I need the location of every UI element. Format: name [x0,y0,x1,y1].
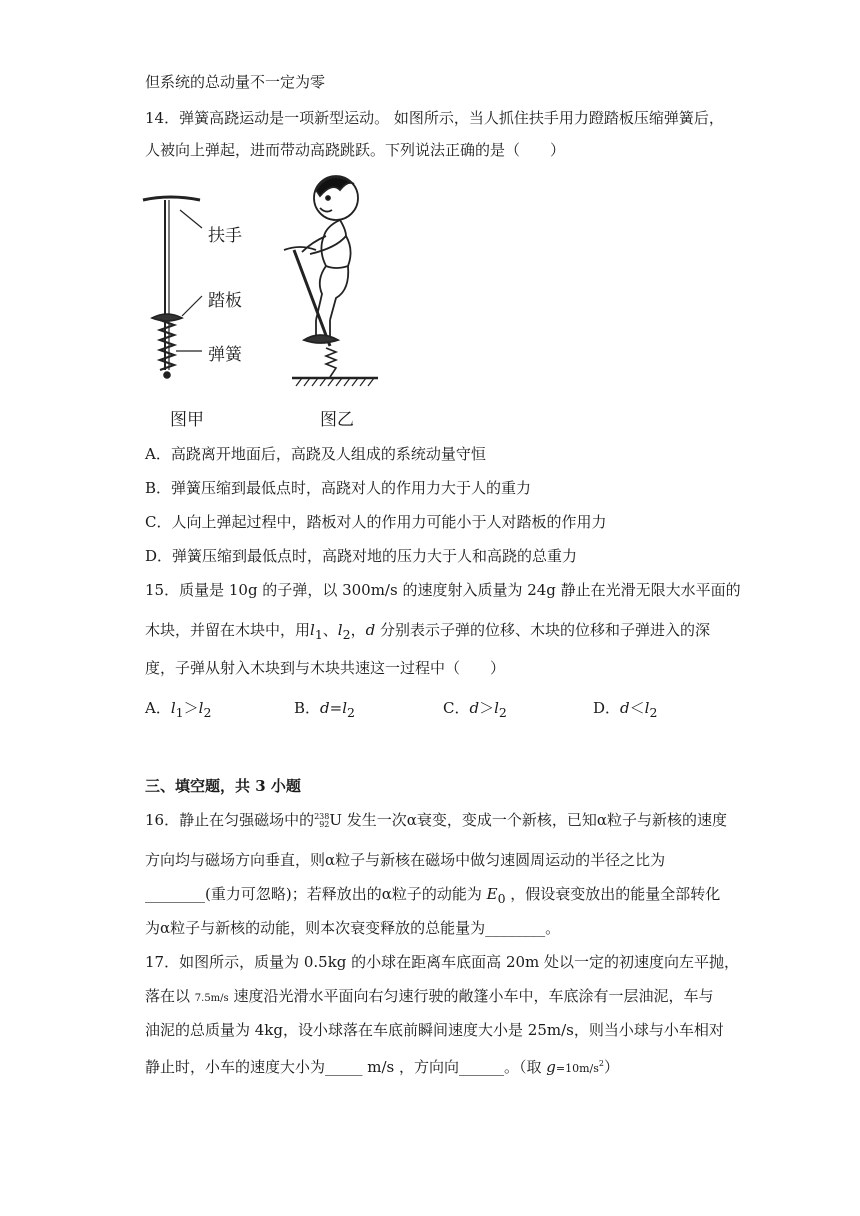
caption-figure-b: 图乙 [320,410,354,430]
q15-option-a: A．$l_1>l_2$ [145,699,212,720]
uranium-isotope-notation: 238 92 [314,812,330,829]
section-heading: 三、填空题，共 3 小题 [145,777,301,795]
q17-stem-line3: 油泥的总质量为 4kg，设小球落在车底前瞬间速度大小是 25m/s，则当小球与小车相对 [145,1021,724,1039]
q15-stem-line1: 15．质量是 10g 的子弹，以 300m/s 的速度射入质量为 24g 静止在光滑无限大水平面的 [145,581,741,599]
q17-stem-line4: 静止时，小车的速度大小为_____ m/s ，方向向______。（取 $g=10m/s^2$） [145,1058,620,1076]
label-pedal: 踏板 [208,291,242,311]
q16-stem-line1: 16．静止在匀强磁场中的 238 92 U 发生一次α衰变，变成一个新核，已知α粒子与新核的速度 [145,811,728,829]
q13-continuation: 但系统的总动量不一定为零 [145,73,326,91]
pogo-stick-illustration [140,170,460,400]
pogo-stick-figure [140,170,460,432]
q15-stem-line2: 木块，并留在木块中，用$l_1$、$l_2$，d 分别表示子弹的位移、木块的位移和子弹进入的深 [145,621,710,642]
q14-option-a: A．高跷离开地面后，高跷及人组成的系统动量守恒 [145,445,486,463]
q17-stem-line2: 落在以 7.5m/s 速度沿光滑水平面向右匀速行驶的敞篷小车中，车底涂有一层油泥，车与 [145,987,714,1005]
q16-stem-line4: 为α粒子与新核的动能，则本次衰变释放的总能量为________。 [145,919,561,937]
q15-option-c: C．$d>l_2$ [443,699,507,720]
q14-option-b: B．弹簧压缩到最低点时，高跷对人的作用力大于人的重力 [145,479,532,497]
q15-stem-line3: 度，子弹从射入木块到与木块共速这一过程中（ ） [145,659,506,677]
q14-option-c: C．人向上弹起过程中，踏板对人的作用力可能小于人对踏板的作用力 [145,513,607,531]
q14-stem-line2: 人被向上弹起，进而带动高跷跳跃。下列说法正确的是（ ） [145,141,566,159]
label-handle: 扶手 [208,226,242,246]
q16-stem-line3: ________(重力可忽略)；若释放出的α粒子的动能为 $E_0$ ，假设衰变放出的能量全部转化 [145,885,721,906]
q15-option-d: D．$d<l_2$ [593,699,658,720]
q14-option-d: D．弹簧压缩到最低点时，高跷对地的压力大于人和高跷的总重力 [145,547,578,565]
q15-option-b: B．$d=l_2$ [294,699,355,720]
q17-stem-line1: 17．如图所示，质量为 0.5kg 的小球在距离车底面高 20m 处以一定的初速度向左平抛， [145,953,740,971]
q16-stem-line2: 方向均与磁场方向垂直，则α粒子与新核在磁场中做匀速圆周运动的半径之比为 [145,851,666,869]
q14-stem-line1: 14．弹簧高跷运动是一项新型运动。 如图所示，当人抓住扶手用力蹬踏板压缩弹簧后， [145,109,724,127]
label-spring: 弹簧 [208,345,242,365]
caption-figure-a: 图甲 [170,410,204,430]
